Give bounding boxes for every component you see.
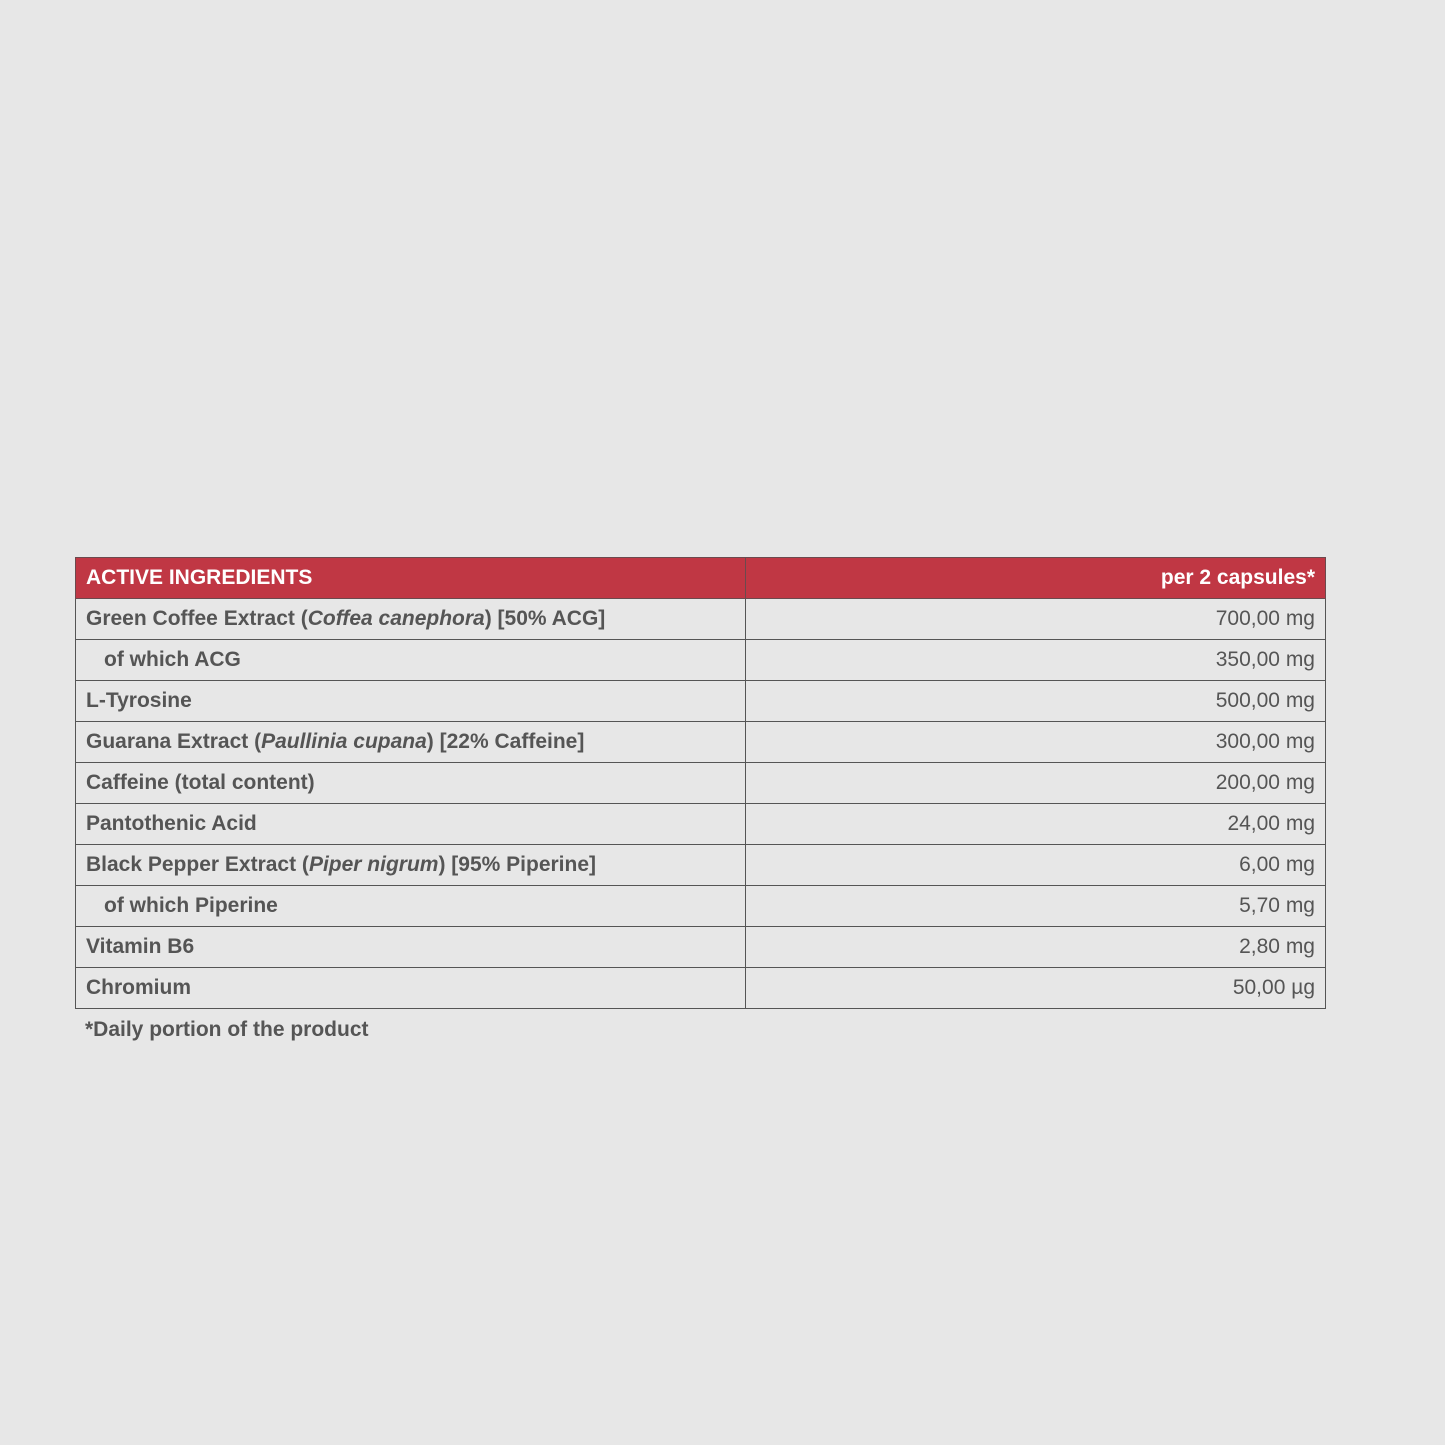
table-row <box>76 763 1326 804</box>
ingredient-amount: 500,00 mg <box>746 681 1326 722</box>
table-row <box>76 599 1326 640</box>
ingredient-amount: 6,00 mg <box>746 845 1326 886</box>
ingredient-name: Chromium <box>76 968 746 1009</box>
latin-name: Coffea canephora <box>307 607 485 630</box>
ingredient-name: Vitamin B6 <box>76 927 746 968</box>
ingredient-amount: 700,00 mg <box>746 599 1326 640</box>
active-ingredients-table <box>75 557 1326 1009</box>
table-row <box>76 640 1326 681</box>
table-row <box>76 886 1326 927</box>
ingredient-name: Green Coffee Extract (Coffea canephora) [50% ACG] <box>76 599 746 640</box>
latin-name: Paullinia cupana <box>261 730 427 753</box>
ingredient-amount: 24,00 mg <box>746 804 1326 845</box>
ingredient-name: of which Piperine <box>76 886 746 927</box>
ingredient-name: of which ACG <box>76 640 746 681</box>
ingredient-name: L-Tyrosine <box>76 681 746 722</box>
header-per-2-capsules: per 2 capsules* <box>746 558 1326 599</box>
ingredient-amount: 350,00 mg <box>746 640 1326 681</box>
table-row <box>76 968 1326 1009</box>
ingredient-name: Black Pepper Extract (Piper nigrum) [95% Piperine] <box>76 845 746 886</box>
table-row <box>76 845 1326 886</box>
ingredient-name: Pantothenic Acid <box>76 804 746 845</box>
latin-name: Piper nigrum <box>308 853 439 876</box>
ingredients-panel <box>75 557 1325 1042</box>
ingredient-name: Guarana Extract (Paullinia cupana) [22% Caffeine] <box>76 722 746 763</box>
ingredient-amount: 300,00 mg <box>746 722 1326 763</box>
daily-portion-footnote: *Daily portion of the product <box>85 1018 369 1041</box>
table-header-row <box>76 558 1326 599</box>
ingredient-amount: 5,70 mg <box>746 886 1326 927</box>
ingredient-amount: 50,00 µg <box>746 968 1326 1009</box>
table-row <box>76 722 1326 763</box>
table-row <box>76 927 1326 968</box>
table-row <box>76 804 1326 845</box>
ingredient-name: Caffeine (total content) <box>76 763 746 804</box>
ingredient-amount: 2,80 mg <box>746 927 1326 968</box>
table-row <box>76 681 1326 722</box>
header-active-ingredients: ACTIVE INGREDIENTS <box>76 558 746 599</box>
ingredient-amount: 200,00 mg <box>746 763 1326 804</box>
